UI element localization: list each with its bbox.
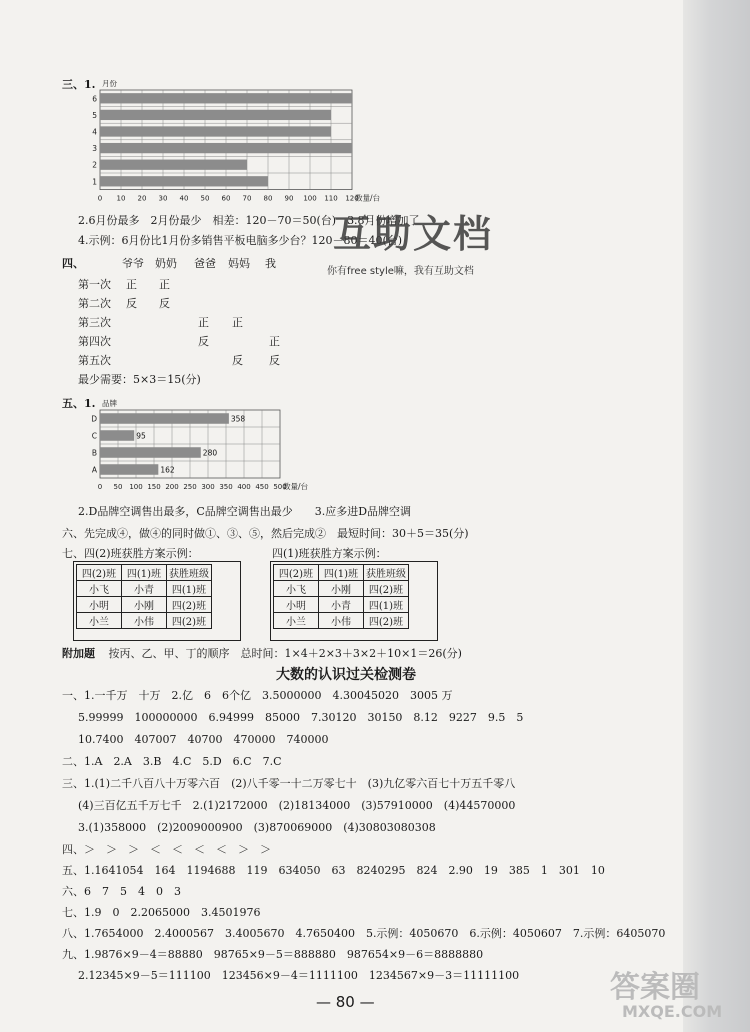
bar [100, 110, 331, 120]
s4-mark: 正 [159, 278, 170, 291]
y-tick-label: A [91, 465, 97, 475]
data-label: 280 [202, 448, 218, 458]
x-tick-label: 350 [219, 483, 233, 491]
x-tick-label: 10 [116, 194, 126, 203]
table-row [77, 565, 212, 581]
y-axis-label: 品牌 [102, 399, 117, 408]
x-tick-label: 400 [237, 483, 251, 491]
x-tick-label: 0 [97, 194, 103, 203]
table-cell: 四(1)班 [122, 565, 167, 581]
s4-mark: 反 [126, 297, 137, 310]
watermark-site: MXQE.COM [622, 1002, 723, 1021]
table-cell: 小刚 [122, 597, 167, 613]
table-cell: 小明 [274, 597, 319, 613]
stamp-slogan: 你有free style嘛，我有互助文档 [327, 266, 474, 277]
s4-mark: 反 [269, 354, 280, 367]
x-tick-label: 450 [255, 483, 269, 491]
s4-mark: 反 [198, 335, 209, 348]
scheme-table-class2 [76, 564, 212, 629]
table-cell: 小明 [77, 597, 122, 613]
s4-row-label: 第三次 [78, 316, 111, 329]
bar [100, 447, 201, 458]
x-tick-label: 150 [147, 483, 161, 491]
y-tick-label: D [91, 414, 97, 424]
s4-mark: 正 [269, 335, 280, 348]
s4-row-label: 第一次 [78, 278, 111, 291]
x-tick-label: 0 [97, 483, 103, 491]
y-tick-label: C [91, 431, 97, 441]
s7-heading2: 四(1)班获胜方案示例： [272, 547, 387, 560]
table-row [274, 581, 409, 597]
scheme-table-class1 [273, 564, 409, 629]
q9-line2: 2.12345×9－5＝111100 123456×9－4＝1111100 1234567×9－3＝11111100 [78, 969, 520, 982]
s4-col-header: 爸爸 [194, 257, 216, 270]
table-row [274, 613, 409, 629]
s4-col-header: 奶奶 [155, 257, 177, 270]
x-tick-label: 90 [284, 194, 294, 203]
s4-mark: 正 [126, 278, 137, 291]
x-tick-label: 100 [303, 194, 317, 203]
y-tick-label: 4 [92, 127, 97, 137]
s4-mark: 正 [198, 316, 209, 329]
y-tick-label: 5 [92, 110, 97, 120]
q3-line3: 3.(1)358000 (2)2009000900 (3)870069000 (4)30803080308 [78, 821, 436, 834]
bar [100, 413, 229, 424]
table-row [77, 581, 212, 597]
s4-col-header: 妈妈 [228, 257, 250, 270]
s3-line2: 2.6月份最多 2月份最少 相差：120－70＝50(台) 3.8月份增加了 [78, 214, 420, 227]
table-cell: 获胜班级 [167, 565, 212, 581]
bar [100, 464, 158, 475]
table-cell: 四(1)班 [167, 581, 212, 597]
x-tick-label: 30 [158, 194, 168, 203]
s7-heading1: 七、四(2)班获胜方案示例： [62, 547, 199, 560]
table-cell: 四(2)班 [167, 613, 212, 629]
section-title: 大数的认识过关检测卷 [276, 667, 416, 683]
x-tick-label: 50 [113, 483, 123, 491]
q1-line3: 10.7400 407007 40700 470000 740000 [78, 733, 329, 746]
table-row [77, 613, 212, 629]
x-tick-label: 500 [273, 483, 287, 491]
y-tick-label: 2 [92, 160, 97, 170]
q6-line: 六、6 7 5 4 0 3 [62, 885, 181, 898]
x-axis-label: 数量/台 [283, 482, 309, 491]
s4-col-header: 爷爷 [122, 257, 144, 270]
bar [100, 93, 352, 103]
y-tick-label: 1 [92, 177, 97, 187]
s4-row-label: 第二次 [78, 297, 111, 310]
x-tick-label: 80 [263, 194, 273, 203]
table-cell: 小伟 [122, 613, 167, 629]
x-tick-label: 40 [179, 194, 189, 203]
table-cell: 获胜班级 [364, 565, 409, 581]
bar [100, 160, 247, 170]
q3-line2: (4)三百亿五千万七千 2.(1)2172000 (2)18134000 (3)57910000 (4)44570000 [78, 799, 516, 812]
y-tick-label: 6 [92, 94, 97, 104]
table-row [274, 597, 409, 613]
s5-heading: 五、1. [62, 397, 96, 410]
s4-mark: 正 [232, 316, 243, 329]
table-cell: 四(2)班 [167, 597, 212, 613]
q7-line: 七、1.9 0 2.2065000 3.4501976 [62, 906, 261, 919]
x-tick-label: 250 [183, 483, 197, 491]
bar [100, 176, 268, 186]
x-tick-label: 200 [165, 483, 179, 491]
table-cell: 四(1)班 [319, 565, 364, 581]
x-tick-label: 110 [324, 194, 338, 203]
s3-heading: 三、1. [62, 78, 96, 91]
data-label: 358 [230, 414, 246, 424]
x-tick-label: 50 [200, 194, 210, 203]
data-label: 95 [136, 431, 146, 441]
q8-line: 八、1.7654000 2.4000567 3.4005670 4.7650400 5.示例：4050670 6.示例：4050607 7.示例：6405070 [62, 927, 666, 940]
data-label: 162 [160, 465, 175, 475]
x-tick-label: 60 [221, 194, 231, 203]
extra-label: 附加题 [62, 647, 95, 660]
month-bar-chart [80, 80, 420, 205]
table-cell: 小青 [319, 597, 364, 613]
q5-line: 五、1.1641054 164 1194688 119 634050 63 8240295 824 2.90 19 385 1 301 10 [62, 864, 605, 877]
q9-line1: 九、1.9876×9－4＝88880 98765×9－5＝888880 987654×9－6＝8888880 [62, 948, 484, 961]
x-tick-label: 100 [129, 483, 143, 491]
s3-line4: 4.示例：6月份比1月份多销售平板电脑多少台？120－80＝40(台) [78, 234, 403, 247]
watermark-logo: 答案圈 [610, 970, 700, 1005]
q4-line: 四、＞ ＞ ＞ ＜ ＜ ＜ ＜ ＞ ＞ [62, 843, 271, 856]
stamp-logo: 互助文档 [333, 212, 494, 256]
s5-line2: 2.D品牌空调售出最多，C品牌空调售出最少 3.应多进D品牌空调 [78, 505, 412, 518]
q1-line1: 一、1.一千万 十万 2.亿 6 6个亿 3.5000000 4.30045020 3005 万 [62, 689, 453, 702]
q1-line2: 5.99999 100000000 6.94999 85000 7.30120 30150 8.12 9227 9.5 5 [78, 711, 524, 724]
bar [100, 126, 331, 136]
s4-heading: 四、 [62, 257, 84, 270]
x-axis-label: 数量/台 [355, 193, 381, 203]
bar [100, 430, 134, 441]
s4-need: 最少需要：5×3＝15(分) [78, 373, 201, 386]
extra-text: 按丙、乙、甲、丁的顺序 总时间：1×4＋2×3＋3×2＋10×1＝26(分) [108, 647, 462, 660]
table-cell: 小伟 [319, 613, 364, 629]
page-edge-shadow [683, 0, 750, 1032]
x-tick-label: 300 [201, 483, 215, 491]
y-tick-label: B [91, 448, 97, 458]
q2-line: 二、1.A 2.A 3.B 4.C 5.D 6.C 7.C [62, 755, 282, 768]
table-cell: 小飞 [77, 581, 122, 597]
x-tick-label: 70 [242, 194, 252, 203]
table-cell: 小青 [122, 581, 167, 597]
table-cell: 四(2)班 [364, 613, 409, 629]
x-tick-label: 120 [345, 194, 359, 203]
table-cell: 小兰 [274, 613, 319, 629]
table-cell: 小兰 [77, 613, 122, 629]
table-cell: 小飞 [274, 581, 319, 597]
s4-mark: 反 [159, 297, 170, 310]
s4-col-header: 我 [265, 257, 276, 270]
s4-row-label: 第四次 [78, 335, 111, 348]
page-number: — 80 — [316, 993, 375, 1011]
table-cell: 小刚 [319, 581, 364, 597]
bar [100, 143, 352, 153]
s4-mark: 反 [232, 354, 243, 367]
table-cell: 四(2)班 [274, 565, 319, 581]
brand-bar-chart [80, 398, 340, 496]
table-row [77, 597, 212, 613]
y-axis-label: 月份 [102, 80, 117, 88]
table-cell: 四(2)班 [77, 565, 122, 581]
s6-line: 六、先完成④，做④的同时做①、③、⑤，然后完成② 最短时间：30＋5＝35(分) [62, 527, 469, 540]
table-cell: 四(2)班 [364, 581, 409, 597]
s4-row-label: 第五次 [78, 354, 111, 367]
y-tick-label: 3 [92, 144, 97, 154]
table-row [274, 565, 409, 581]
x-tick-label: 20 [137, 194, 147, 203]
table-cell: 四(1)班 [364, 597, 409, 613]
q3-line1: 三、1.(1)二千八百八十万零六百 (2)八千零一十二万零七十 (3)九亿零六百七十万五千零八 [62, 777, 516, 790]
